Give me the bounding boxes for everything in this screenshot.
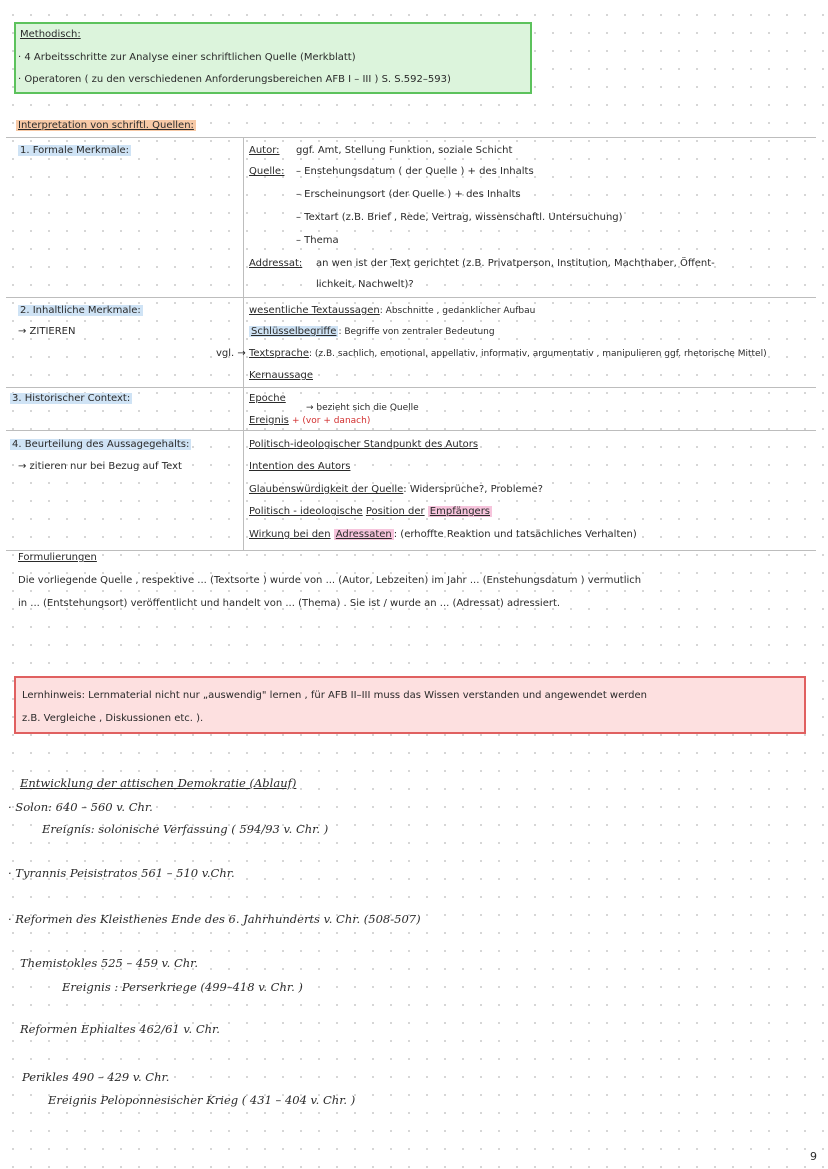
table-line-3 (6, 430, 816, 431)
methodisch-title: Methodisch: (20, 29, 81, 40)
themistokles-ereignis: Ereignis : Perserkriege (499–418 v. Chr. ) (62, 980, 303, 994)
textaussagen-value: : Abschnitte , gedanklicher Aufbau (379, 306, 536, 316)
formulierungen-line-1: Die vorliegende Quelle , respektive ... (Textsorte ) wurde von ... (Autor, Lebzeiten) im Jahr ... (Enstehungsdatum ) vermutlich (18, 575, 642, 586)
quelle-item-4: – Thema (296, 235, 339, 246)
table-line-bottom (6, 550, 816, 551)
entwicklung-title: Entwicklung der attischen Demokratie (Ablauf) (20, 776, 297, 790)
ereignis-key: Ereignis (249, 415, 289, 426)
textaussagen-line (249, 305, 535, 316)
page-number: 9 (810, 1150, 817, 1163)
lernhinweis-box (14, 676, 806, 734)
formulierungen-title: Formulierungen (18, 552, 97, 563)
ereignis-red: + (vor + danach) (292, 416, 371, 426)
bezieht-quelle: → bezieht sich die Quelle (306, 403, 419, 413)
interpretation-heading (16, 120, 196, 131)
table-line-2 (6, 387, 816, 388)
beurteilung-label (10, 439, 191, 450)
adressat-value: an wen ist der Text gerichtet (z.B. Privatperson, Institution, Machthaber, Öffent- (316, 258, 715, 269)
historisch-label-text: 3. Historischer Context: (12, 393, 131, 404)
wirkung-value: : (erhoffte Reaktion und tatsächliches Verhalten) (393, 529, 637, 540)
lernhinweis-line-2: z.B. Vergleiche , Diskussionen etc. ). (22, 713, 204, 724)
quelle-item-2: – Erscheinungsort (der Quelle ) + des Inhalts (296, 189, 521, 200)
themistokles: Themistokles 525 – 459 v. Chr. (20, 956, 199, 970)
position-key: Politisch - ideologische (249, 506, 363, 517)
adressat-key: Addressat: (249, 258, 303, 269)
intention-autor: Intention des Autors (249, 461, 351, 472)
kernaussage: Kernaussage (249, 370, 313, 381)
textsprache-key: Textsprache (249, 348, 310, 359)
epoche: Epoche (249, 393, 286, 404)
inhaltliche-label (18, 305, 143, 316)
textaussagen-key: wesentliche Textaussagen (249, 305, 380, 316)
solon: · Solon: 640 – 560 v. Chr. (8, 800, 153, 814)
glaubwuerdigkeit-line (249, 484, 543, 495)
perikles: Perikles 490 – 429 v. Chr. (22, 1070, 170, 1084)
wirkung-line (249, 529, 637, 540)
methodisch-line-2: · Operatoren ( zu den verschiedenen Anforderungsbereichen AFB I – III ) S. S.592–593) (18, 74, 451, 85)
glaubwuerdigkeit-key: Glaubenswürdigkeit der Quelle (249, 484, 404, 495)
beurteilung-zitieren: → zitieren nur bei Bezug auf Text (18, 461, 182, 472)
formulierungen-line-2: in ... (Entstehungsort) veröffentlicht und handelt von ... (Thema) . Sie ist / wurde an ... (Adressat) adressiert. (18, 598, 561, 609)
reformen-ephialtes: Reformen Ephialtes 462/61 v. Chr. (20, 1022, 220, 1036)
textsprache-line (249, 348, 767, 359)
glaubwuerdigkeit-value: : Widersprüche?, Probleme? (403, 484, 543, 495)
autor-value: ggf. Amt, Stellung Funktion, soziale Schicht (296, 145, 513, 156)
tyrannis: · Tyrannis Peisistratos 561 – 510 v.Chr. (8, 866, 235, 880)
quelle-key: Quelle: (249, 166, 285, 177)
wirkung-key: Wirkung bei den (249, 529, 331, 540)
formale-label (18, 145, 131, 156)
quelle-item-3: – Textart (z.B. Brief , Rede, Vertrag, wissenschaftl. Untersuchung) (296, 212, 623, 223)
inhaltliche-label-text: 2. Inhaltliche Merkmale: (20, 305, 141, 316)
schluesselbegriffe-key: Schlüsselbegriffe (251, 326, 337, 337)
textsprache-value: : (z.B. sachlich, emotional, appellativ, informativ, argumentativ , manipulieren ggf. rhetorische Mittel) (309, 349, 767, 359)
lernhinweis-line-1: Lernhinweis: Lernmaterial nicht nur „auswendig" lernen , für AFB II–III muss das Wissen verstanden und angewendet werden (22, 690, 648, 701)
reformen-kleisthenes: · Reformen des Kleisthenes Ende des 6. Jahrhunderts v. Chr. (508-507) (8, 912, 421, 926)
interpretation-heading-text: Interpretation von schriftl. Quellen: (18, 120, 194, 131)
inhaltliche-zitieren: → ZITIEREN (18, 326, 76, 337)
wirkung-mid: Adressaten (335, 529, 392, 540)
quelle-item-1: – Enstehungsdatum ( der Quelle ) + des Inhalts (296, 166, 534, 177)
historisch-label (10, 393, 132, 404)
ereignis-line (249, 415, 370, 426)
methodisch-line-1: · 4 Arbeitsschritte zur Analyse einer schriftlichen Quelle (Merkblatt) (18, 52, 356, 63)
adressat-value-2: lichkeit, Nachwelt)? (316, 279, 414, 290)
formale-label-text: 1. Formale Merkmale: (20, 145, 129, 156)
solon-ereignis: Ereignis: solonische Verfassung ( 594/93 v. Chr. ) (42, 822, 329, 836)
table-line-1 (6, 297, 816, 298)
vgl-arrow: vgl. → (216, 348, 246, 359)
schluesselbegriffe-value: : Begriffe von zentraler Bedeutung (338, 327, 495, 337)
table-divider-vertical (243, 137, 244, 550)
schluesselbegriffe-line (249, 326, 495, 337)
position-mid: Position der (365, 506, 425, 517)
table-line-top (6, 137, 816, 138)
beurteilung-label-text: 4. Beurteilung des Aussagegehalts: (12, 439, 190, 450)
standpunkt-autor: Politisch-ideologischer Standpunkt des Autors (249, 439, 479, 450)
autor-key: Autor: (249, 145, 280, 156)
position-empfaenger-line (249, 506, 492, 517)
perikles-ereignis: Ereignis Peloponnesischer Krieg ( 431 – 404 v. Chr. ) (48, 1093, 356, 1107)
position-end: Empfängers (429, 506, 491, 517)
